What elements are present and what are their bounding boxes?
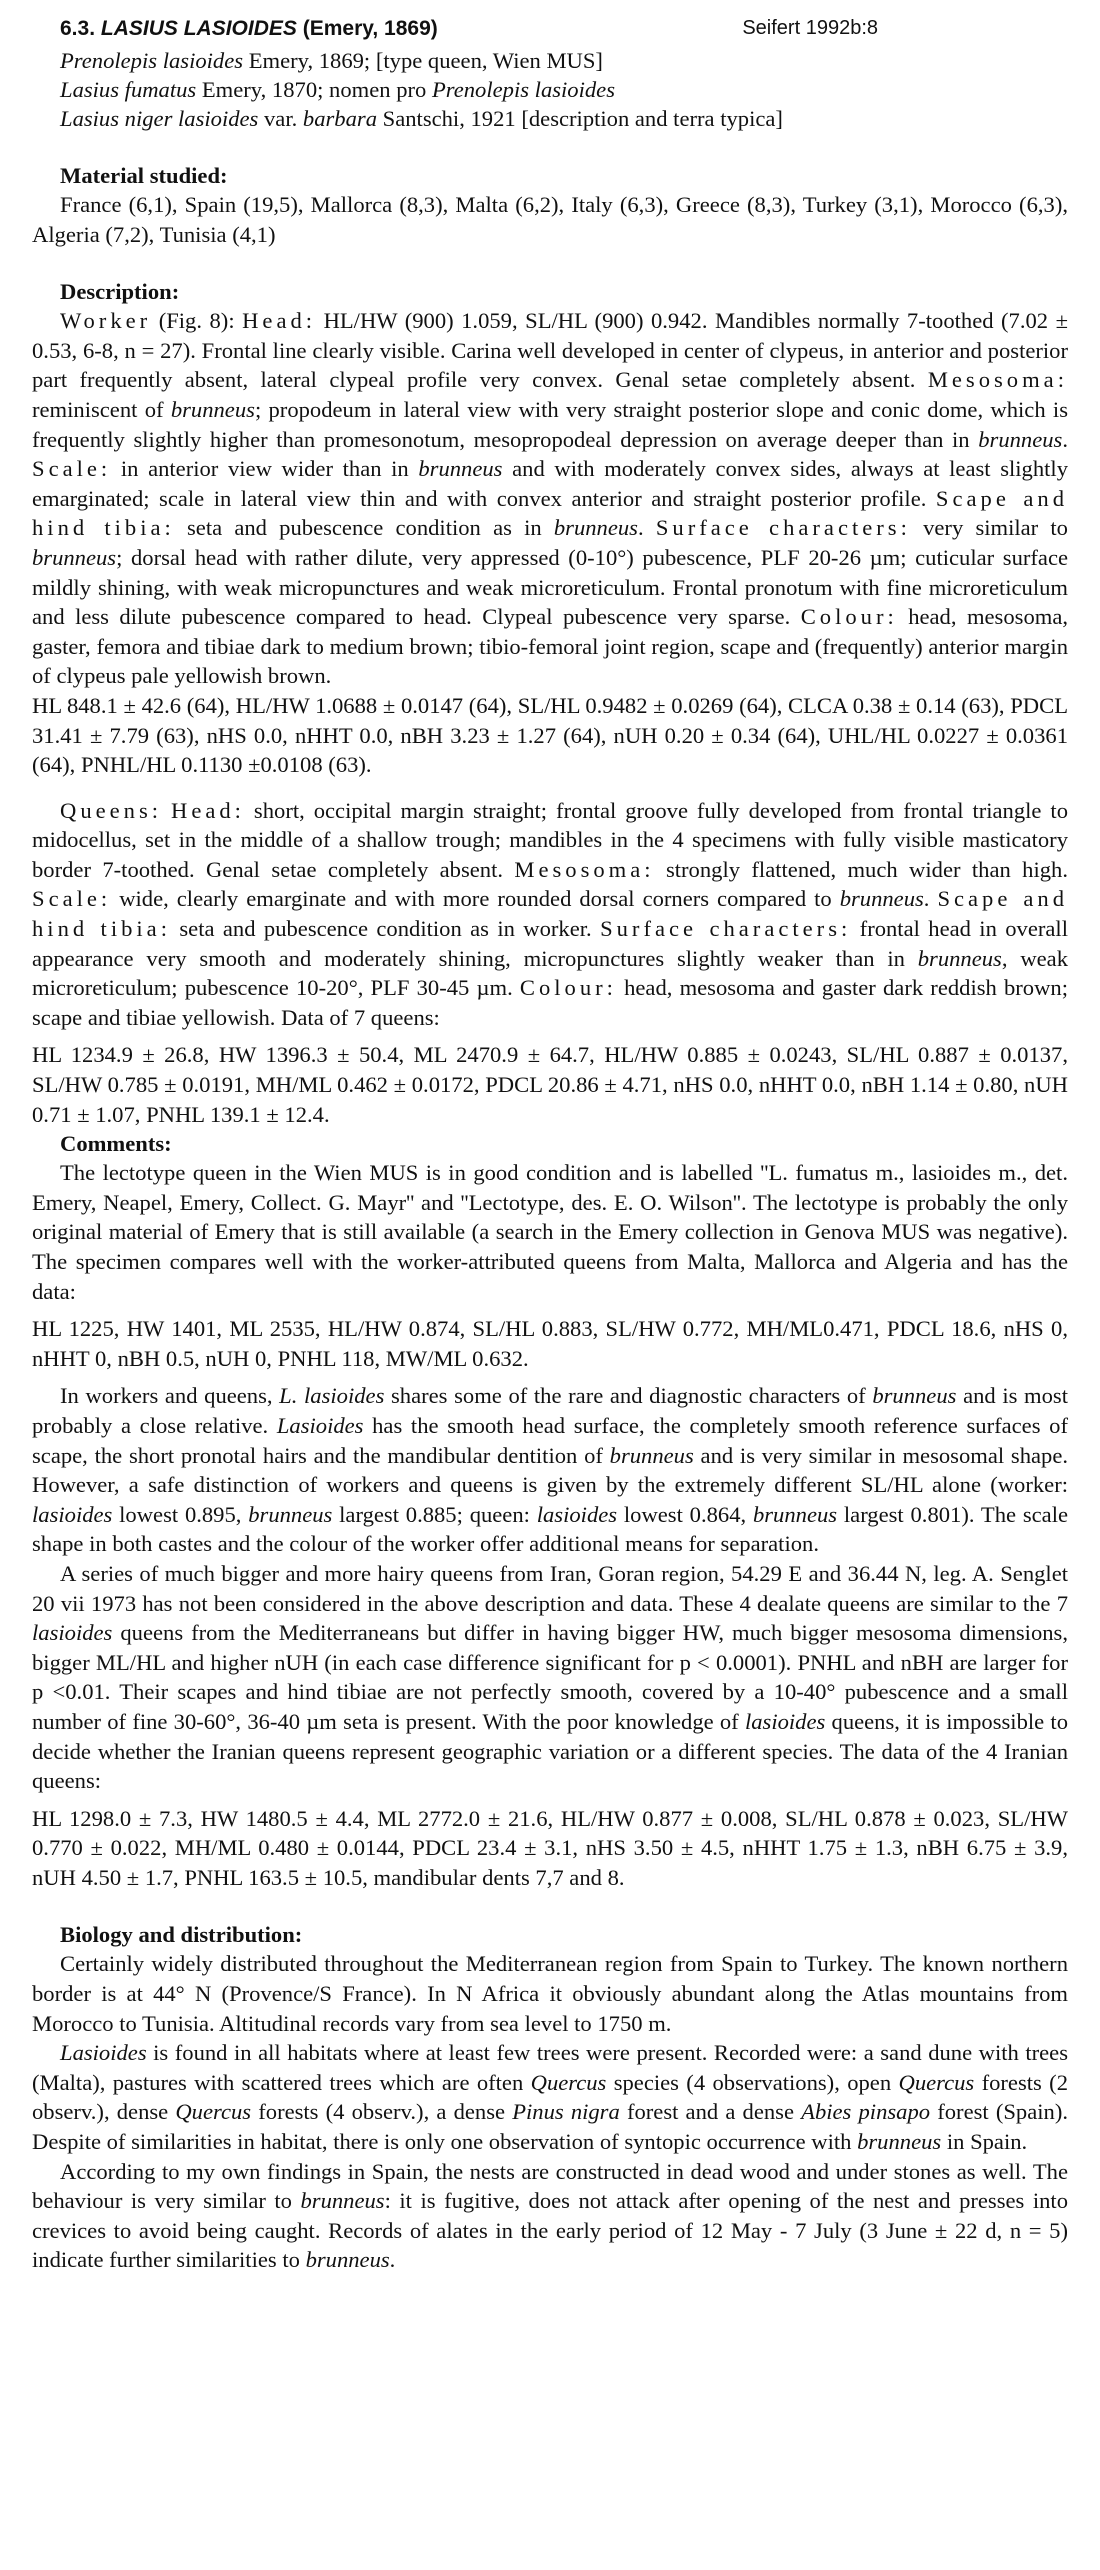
text-run: .: [637, 515, 656, 541]
text-run: strongly flattened, much wider than high.: [654, 856, 1068, 882]
text-run: lasioides: [744, 1708, 826, 1734]
text-run: wide, clearly emarginate and with more rounded dorsal corners compared to: [111, 886, 840, 912]
text-run: Scale:: [32, 456, 112, 482]
text-run: Surface characters:: [600, 916, 852, 942]
species-name: LASIUS LASIOIDES: [100, 17, 297, 40]
lectotype-paragraph: [32, 1158, 1068, 1306]
text-run: queens, it is impossible to decide whether the Iranian queens represent geographic variation or a different species. The data of the 4 Iranian queens:: [32, 1708, 1068, 1794]
text-run: HL/HW (900) 1.059, SL/HL (900) 0.942. Mandibles normally 7-toothed (7.02 ± 0.53, 6-8, n = 27). Frontal line clearly visible. Carina well developed in center of clypeus, in anterior and posterior part frequently absent, lateral clypeal profile very convex. Genal setae completely absent.: [32, 308, 1068, 393]
species-author: (Emery, 1869): [296, 17, 438, 40]
material-text: [32, 190, 1068, 249]
text-run: In workers and queens,: [60, 1383, 280, 1409]
text-run: Emery, 1870; nomen pro: [196, 77, 432, 102]
text-run: : it is fugitive, does not attack after opening of the nest and presses into crevices to avoid being caught. Records of alates in the early period of 12 May - 7 July (3 June ± 22 d, n = 5) indicate further similarities to: [32, 2188, 1068, 2273]
queen-description: [32, 796, 1068, 1033]
text-run: has the smooth head surface, the completely smooth reference surfaces of scape, the short pronotal hairs and the mandibular dentition of: [32, 1412, 1068, 1468]
text-run: ; dorsal head with rather dilute, very appressed (0-10°) pubescence, PLF 20-26 µm; cuticular surface mildly shining, with weak micropunctures and weak microreticulum. Frontal pronotum with fine microreticulum and less dilute pubescence compared to head. Clypeal pubescence very sparse.: [32, 544, 1068, 630]
text-run: brunneus: [418, 456, 503, 482]
text-run: [162, 798, 171, 823]
text-run: in anterior view wider than in: [111, 456, 419, 482]
text-run: Pinus nigra: [512, 2099, 620, 2125]
text-run: Quercus: [898, 2069, 975, 2095]
section-number: 6.3.: [60, 17, 101, 40]
text-run: lowest 0.864,: [617, 1501, 753, 1527]
description-heading: Description:: [60, 279, 180, 305]
text-run: lasioides: [32, 1620, 113, 1646]
text-run: forest and a dense: [619, 2099, 802, 2125]
iran-paragraph: [32, 1559, 1068, 1796]
text-run: L. lasioides: [279, 1383, 385, 1409]
citation-reference: Seifert 1992b:8: [742, 17, 878, 39]
text-run: and with moderately convex sides, always at least slightly emarginated; scale in lateral view thin and with convex anterior and straight posterior profile.: [32, 456, 1068, 511]
text-run: forests (4 observ.), a dense: [251, 2099, 513, 2125]
text-run: Mesosoma:: [927, 367, 1068, 393]
relation-paragraph: [32, 1381, 1068, 1559]
text-run: head, mesosoma, gaster, femora and tibiae dark to medium brown; tibio-femoral joint region, scape and (frequently) anterior margin of clypeus pale yellowish brown.: [32, 604, 1068, 689]
text-run: Abies pinsapo: [801, 2099, 931, 2125]
text-run: barbara: [302, 106, 377, 131]
text-run: According to my own findings in Spain, the nests are constructed in dead wood and under stones as well. The behaviour is very similar to: [32, 2158, 1068, 2214]
habitat-paragraph: [32, 2038, 1068, 2156]
text-run: largest 0.801). The scale shape in both castes and the colour of the worker offer additional means for separation.: [32, 1501, 1068, 1557]
text-run: ; propodeum in lateral view with very straight posterior slope and conic dome, which is frequently slightly higher than promesonotum, mesopropodeal depression on average deeper than in: [32, 396, 1068, 452]
text-run: brunneus: [300, 2188, 385, 2214]
text-run: , weak microreticulum; pubescence 10-20°, PLF 30-45 µm.: [32, 945, 1068, 1001]
text-run: brunneus: [857, 2129, 942, 2155]
text-run: Emery, 1869; [type queen, Wien MUS]: [243, 48, 603, 73]
comments-heading: Comments:: [60, 1131, 172, 1157]
text-run: Queens:: [60, 797, 163, 823]
text-run: reminiscent of: [32, 396, 171, 422]
text-run: species (4 observations), open: [606, 2069, 899, 2095]
synonym-line: [60, 75, 1068, 104]
text-run: seta and pubescence condition as in worker.: [171, 916, 601, 942]
text-run: Worker: [60, 308, 152, 334]
text-run: and is most probably a close relative.: [32, 1383, 1068, 1438]
text-run: lasioides: [536, 1501, 618, 1527]
nesting-paragraph: [32, 2157, 1068, 2275]
text-run: very similar to: [910, 515, 1068, 541]
queen-morphometrics: HL 1234.9 ± 26.8, HW 1396.3 ± 50.4, ML 2470.9 ± 64.7, HL/HW 0.885 ± 0.0243, SL/HL 0.887 ± 0.0137, SL/HW 0.785 ± 0.0191, MH/ML 0.462 ± 0.0172, PDCL 20.86 ± 4.71, nHS 0.0, nHHT 0.0, nBH 1.14 ± 0.80, nUH 0.71 ± 1.07, PNHL 139.1 ± 12.4.: [32, 1042, 1068, 1127]
text-run: Head:: [171, 797, 245, 823]
text-run: brunneus: [170, 396, 255, 422]
biology-heading: Biology and distribution:: [60, 1922, 303, 1948]
lectotype-morphometrics: HL 1225, HW 1401, ML 2535, HL/HW 0.874, SL/HL 0.883, SL/HW 0.772, MH/ML0.471, PDCL 18.6, nHS 0, nHHT 0, nBH 0.5, nUH 0, PNHL 118, MW/ML 0.632.: [32, 1316, 1068, 1371]
text-run: .: [923, 886, 938, 912]
text-run: lowest 0.895,: [112, 1501, 249, 1527]
text-run: brunneus: [872, 1383, 957, 1409]
text-run: shares some of the rare and diagnostic characters of: [384, 1383, 873, 1409]
synonym-line: [60, 104, 1068, 133]
species-header: [32, 14, 1068, 44]
text-run: Quercus: [175, 2099, 252, 2125]
text-run: brunneus: [839, 886, 924, 912]
material-heading: Material studied:: [60, 163, 228, 188]
text-run: The lectotype queen in the Wien MUS is in good condition and is labelled ''L. fumatus m., lasioides m., det. Emery, Neapel, Emery, Collect. G. Mayr'' and ''Lectotype, des. E. O. Wilson''. The lectotype is probably the only original material of Emery that is still available (a search in the Emery collection in Genova MUS was negative). The specimen compares well with the worker-attributed queens from Malta, Mallorca and Algeria and has the data:: [32, 1160, 1068, 1304]
text-run: brunneus: [609, 1442, 694, 1468]
text-run: largest 0.885; queen:: [332, 1501, 537, 1527]
synonym-line: [60, 46, 1068, 75]
text-run: var.: [258, 106, 303, 131]
text-run: brunneus: [305, 2247, 390, 2273]
text-run: forest (Spain). Despite of similarities in habitat, there is only one observation of syntopic occurrence with: [32, 2099, 1068, 2155]
text-run: France (6,1), Spain (19,5), Mallorca (8,3), Malta (6,2), Italy (6,3), Greece (8,3), Turkey (3,1), Morocco (6,3), Algeria (7,2), Tunisia (4,1): [32, 192, 1068, 247]
iran-morphometrics: HL 1298.0 ± 7.3, HW 1480.5 ± 4.4, ML 2772.0 ± 21.6, HL/HW 0.877 ± 0.008, SL/HL 0.878 ± 0.023, SL/HW 0.770 ± 0.022, MH/ML 0.480 ± 0.0144, PDCL 23.4 ± 3.1, nHS 3.50 ± 4.5, nHHT 1.75 ± 1.3, nBH 6.75 ± 3.9, nUH 4.50 ± 1.7, PNHL 163.5 ± 10.5, mandibular dents 7,7 and 8.: [32, 1805, 1068, 1890]
text-run: .: [389, 2247, 396, 2273]
text-run: seta and pubescence condition as in: [174, 515, 554, 541]
text-run: Scape and hind tibia:: [32, 485, 1068, 541]
text-run: (Fig. 8):: [151, 308, 243, 334]
species-title: [60, 14, 438, 43]
text-run: frontal head in overall appearance very smooth and moderately shining, micropunctures slightly weaker than in: [32, 916, 1068, 971]
text-run: forests (2 observ.), dense: [32, 2069, 1068, 2125]
text-run: and is very similar in mesosomal shape. However, a safe distinction of workers and queens is given by the extremely different SL/HL alone (worker:: [32, 1442, 1068, 1498]
text-run: Lasioides: [60, 2040, 147, 2066]
text-run: Prenolepis lasioides: [60, 48, 244, 73]
text-run: Colour:: [800, 604, 898, 630]
text-run: queens from the Mediterraneans but differ in having bigger HW, much bigger mesosoma dimensions, bigger ML/HL and higher nUH (in each case difference significant for p < 0.0001). PNHL and nBH are larger for p <0.01. Their scapes and hind tibiae are not perfectly smooth, covered by a 10-40° pubescence and a small number of fine 30-60°, 36-40 µm seta is present. With the poor knowledge of: [32, 1620, 1068, 1734]
text-run: Lasius fumatus: [60, 77, 197, 102]
text-run: Colour:: [519, 975, 617, 1001]
text-run: A series of much bigger and more hairy queens from Iran, Goran region, 54.29 E and 36.44 N, leg. A. Senglet 20 vii 1973 has not been considered in the above description and data. These 4 dealate queens are similar to the 7: [32, 1560, 1068, 1616]
text-run: short, occipital margin straight; frontal groove fully developed from frontal triangle to midocellus, set in the middle of a shallow trough; mandibles in the 4 specimens with fully visible masticatory border 7-toothed. Genal setae completely absent.: [32, 797, 1068, 882]
text-run: Quercus: [530, 2069, 607, 2095]
text-run: Surface characters:: [655, 515, 911, 541]
worker-morphometrics: HL 848.1 ± 42.6 (64), HL/HW 1.0688 ± 0.0147 (64), SL/HL 0.9482 ± 0.0269 (64), CLCA 0.38 ± 0.14 (63), PDCL 31.41 ± 7.79 (63), nHS 0.0, nHHT 0.0, nBH 3.23 ± 1.27 (64), nUH 0.20 ± 0.34 (64), UHL/HL 0.0227 ± 0.0361 (64), PNHL/HL 0.1130 ±0.0108 (63).: [32, 692, 1068, 778]
text-run: Certainly widely distributed throughout the Mediterranean region from Spain to Turkey. The known northern border is at 44° N (Provence/S France). In N Africa it obviously abundant along the Atlas mountains from Morocco to Tunisia. Altitudinal records vary from sea level to 1750 m.: [32, 1951, 1068, 2036]
text-run: Lasius niger lasioides: [60, 106, 259, 131]
text-run: Mesosoma:: [514, 856, 655, 882]
worker-description: [32, 306, 1068, 691]
text-run: Head:: [242, 308, 317, 334]
text-run: brunneus: [978, 426, 1063, 452]
text-run: Lasioides: [276, 1412, 364, 1438]
text-run: lasioides: [32, 1501, 113, 1527]
distribution-paragraph: [32, 1949, 1068, 2038]
text-run: .: [1062, 426, 1068, 452]
text-run: brunneus: [248, 1501, 333, 1527]
text-run: is found in all habitats where at least few trees were present. Recorded were: a sand dune with trees (Malta), pastures with scattered trees which are often: [32, 2040, 1068, 2095]
text-run: brunneus: [917, 945, 1002, 971]
text-run: Scape and hind tibia:: [32, 886, 1068, 942]
text-run: brunneus: [553, 515, 638, 541]
text-run: in Spain.: [941, 2129, 1028, 2155]
text-run: Scale:: [32, 886, 112, 912]
text-run: head, mesosoma and gaster dark reddish brown; scape and tibiae yellowish. Data of 7 queens:: [32, 975, 1068, 1030]
text-run: brunneus: [32, 544, 117, 570]
text-run: brunneus: [752, 1501, 838, 1527]
synonym-list: [60, 46, 1068, 133]
text-run: Santschi, 1921 [description and terra typica]: [377, 106, 783, 131]
text-run: Prenolepis lasioides: [431, 77, 616, 102]
